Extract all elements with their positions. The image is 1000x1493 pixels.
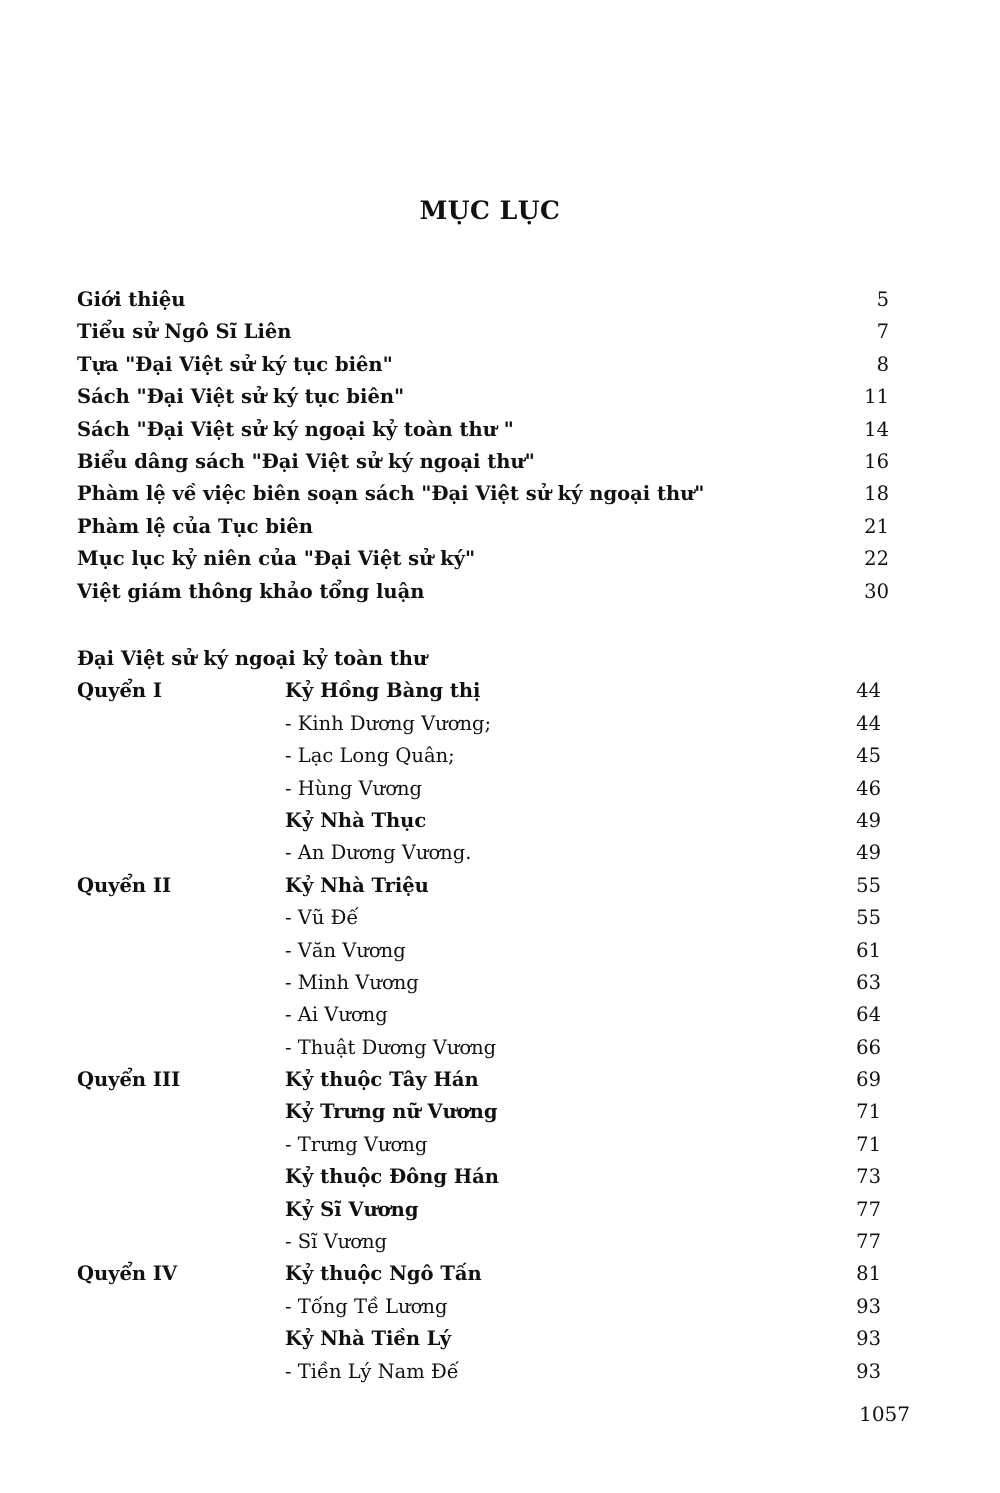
- toc-entry: [77, 805, 881, 837]
- toc-entry: [77, 740, 881, 772]
- entry-title: - Hùng Vương: [285, 776, 423, 800]
- toc-entry: [77, 708, 881, 740]
- entry-page: 14: [864, 417, 889, 441]
- entry-page: 49: [856, 808, 881, 832]
- toc-entry: [77, 1096, 881, 1128]
- toc-entry: [77, 1129, 881, 1161]
- entry-page: 63: [856, 970, 881, 994]
- toc-entry: [77, 1161, 881, 1193]
- entry-title: - Lạc Long Quân;: [285, 744, 455, 768]
- toc-entry: [77, 316, 889, 348]
- entry-page: 8: [876, 352, 889, 376]
- toc-entry: [77, 1194, 881, 1226]
- entry-title: Sách "Đại Việt sử ký tục biên": [77, 385, 405, 409]
- volume-label: Quyển II: [77, 873, 172, 897]
- entry-title: Kỷ Nhà Tiền Lý: [285, 1327, 452, 1351]
- toc-entry: [77, 870, 881, 902]
- entry-title: - Văn Vương: [285, 938, 406, 962]
- entry-page: 16: [864, 449, 889, 473]
- page-title: MỤC LỤC: [419, 196, 561, 225]
- entry-title: - Tiền Lý Nam Đế: [285, 1359, 459, 1383]
- entry-title: - Trưng Vương: [285, 1132, 428, 1156]
- entry-title: Kỷ Nhà Thục: [285, 808, 427, 832]
- volume-label: Quyển III: [77, 1068, 181, 1092]
- entry-page: 93: [856, 1359, 881, 1383]
- entry-page: 61: [856, 938, 881, 962]
- toc-entry: [77, 967, 881, 999]
- toc-entry: [77, 284, 889, 316]
- entry-title: Sách "Đại Việt sử ký ngoại kỷ toàn thư ": [77, 417, 514, 441]
- entry-page: 46: [856, 776, 881, 800]
- toc-entry: [77, 1032, 881, 1064]
- volume-label: Quyển I: [77, 679, 162, 703]
- toc-entry: [77, 675, 881, 707]
- entry-page: 44: [856, 711, 881, 735]
- part-heading: Đại Việt sử ký ngoại kỷ toàn thư: [77, 647, 428, 670]
- entry-title: - Kinh Dương Vương;: [285, 711, 492, 735]
- chapter-list: [77, 643, 881, 1388]
- entry-title: Biểu dâng sách "Đại Việt sử ký ngoại thư": [77, 449, 535, 473]
- entry-title: - Ai Vương: [285, 1003, 388, 1027]
- entry-page: 44: [856, 679, 881, 703]
- entry-title: Tựa "Đại Việt sử ký tục biên": [77, 352, 393, 376]
- entry-page: 93: [856, 1294, 881, 1318]
- entry-page: 45: [856, 744, 881, 768]
- toc-entry: [77, 381, 889, 413]
- toc-entry: [77, 576, 889, 608]
- entry-title: Việt giám thông khảo tổng luận: [77, 579, 425, 603]
- entry-page: 93: [856, 1327, 881, 1351]
- entry-title: - An Dương Vương.: [285, 841, 472, 865]
- entry-title: - Vũ Đế: [285, 906, 359, 930]
- front-matter-list: [77, 284, 889, 608]
- entry-title: Kỷ thuộc Tây Hán: [285, 1068, 479, 1092]
- entry-title: Phàm lệ về việc biên soạn sách "Đại Việt sử ký ngoại thư": [77, 482, 705, 506]
- entry-page: 18: [864, 482, 889, 506]
- toc-entry: [77, 1291, 881, 1323]
- entry-title: Kỷ Nhà Triệu: [285, 873, 429, 897]
- toc-entry: [77, 773, 881, 805]
- entry-title: - Tống Tề Lương: [285, 1294, 448, 1318]
- toc-entry: [77, 478, 889, 510]
- part-heading-row: [77, 643, 881, 675]
- entry-title: Mục lục kỷ niên của "Đại Việt sử ký": [77, 547, 476, 571]
- entry-page: 49: [856, 841, 881, 865]
- toc-entry: [77, 511, 889, 543]
- entry-page: 5: [876, 288, 889, 311]
- entry-title: Kỷ Trưng nữ Vương: [285, 1100, 498, 1124]
- toc-entry: [77, 1258, 881, 1290]
- toc-entry: [77, 1064, 881, 1096]
- toc-entry: [77, 1226, 881, 1258]
- toc-entry: [77, 999, 881, 1031]
- volume-label: Quyển IV: [77, 1262, 178, 1286]
- entry-page: 7: [876, 320, 889, 344]
- entry-title: - Thuật Dương Vương: [285, 1035, 497, 1059]
- entry-title: - Minh Vương: [285, 970, 419, 994]
- entry-page: 81: [856, 1262, 881, 1286]
- entry-page: 64: [856, 1003, 881, 1027]
- entry-page: 55: [856, 873, 881, 897]
- toc-entry: [77, 543, 889, 575]
- entry-page: 22: [864, 547, 889, 571]
- toc-entry: [77, 1356, 881, 1388]
- entry-page: 77: [856, 1230, 881, 1254]
- entry-title: - Sĩ Vương: [285, 1230, 388, 1254]
- entry-title: Giới thiệu: [77, 288, 186, 311]
- entry-title: Kỷ thuộc Đông Hán: [285, 1165, 499, 1189]
- entry-title: Phàm lệ của Tục biên: [77, 514, 313, 538]
- entry-page: 30: [864, 579, 889, 603]
- toc-entry: [77, 837, 881, 869]
- entry-page: 21: [864, 514, 889, 538]
- toc-entry: [77, 446, 889, 478]
- entry-page: 69: [856, 1068, 881, 1092]
- entry-page: 71: [856, 1132, 881, 1156]
- toc-entry: [77, 902, 881, 934]
- toc-entry: [77, 349, 889, 381]
- entry-page: 73: [856, 1165, 881, 1189]
- entry-page: 71: [856, 1100, 881, 1124]
- entry-title: Tiểu sử Ngô Sĩ Liên: [77, 320, 292, 344]
- entry-title: Kỷ Sĩ Vương: [285, 1197, 419, 1221]
- entry-page: 11: [864, 385, 889, 409]
- entry-title: Kỷ Hồng Bàng thị: [285, 679, 481, 703]
- toc-entry: [77, 1323, 881, 1355]
- entry-title: Kỷ thuộc Ngô Tấn: [285, 1262, 482, 1286]
- entry-page: 66: [856, 1035, 881, 1059]
- entry-page: 55: [856, 906, 881, 930]
- entry-page: 77: [856, 1197, 881, 1221]
- toc-entry: [77, 414, 889, 446]
- page-number: 1057: [859, 1402, 910, 1426]
- toc-entry: [77, 935, 881, 967]
